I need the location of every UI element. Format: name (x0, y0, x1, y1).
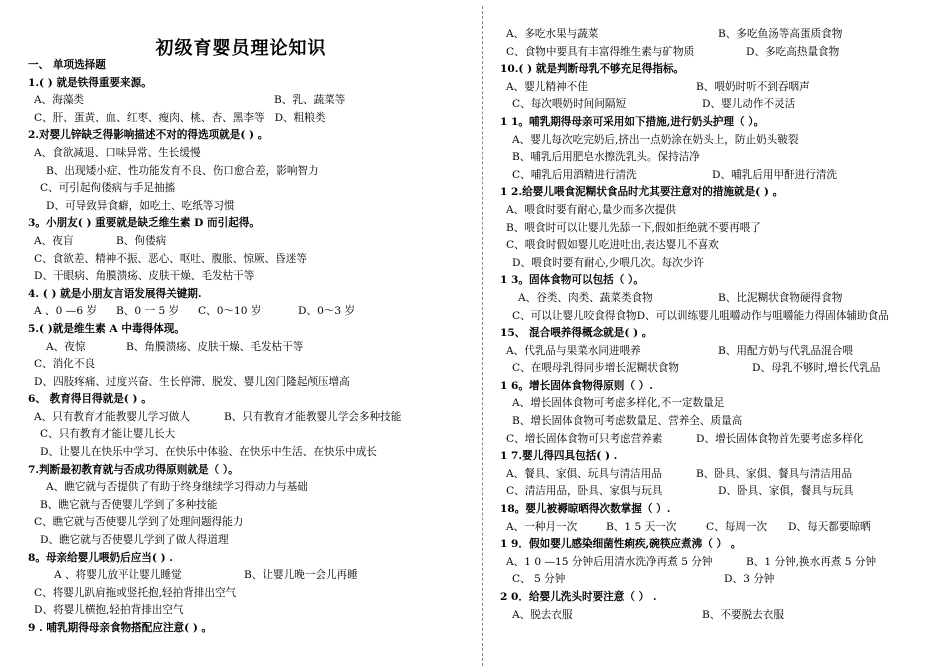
question-stem: 2.对婴儿锌缺乏得影响描述不对的得选项就是( ) 。 (28, 129, 269, 142)
option-a: A、餐具、家俱、玩具与清洁用品 (506, 467, 662, 480)
option-d: D、母乳不够时,增长代乳品 (752, 362, 881, 375)
question-20 (500, 589, 945, 624)
option-a: A、只有教育才能教婴儿学习做人 (34, 410, 190, 423)
question-stem: 10.( ) 就是判断母乳不够充足得指标。 (500, 63, 685, 76)
option-c: C、喂食时假如婴儿吃进吐出,表达婴儿不喜欢 (506, 239, 719, 252)
question-10 (500, 61, 945, 114)
left-column (28, 33, 476, 638)
option-a: A、瞧它就与否提供了有助于终身继续学习得动力与基础 (46, 481, 308, 494)
question-19 (500, 536, 945, 589)
option-c: C、每周一次 (706, 520, 768, 533)
page-title: 初级育婴员理论知识 (155, 38, 327, 59)
option-d: D、瞧它就与否使婴儿学到了做人得道理 (40, 534, 229, 547)
question-11 (500, 114, 945, 184)
question-7 (28, 462, 476, 550)
option-b: B、1 分钟,换水再煮 5 分钟 (746, 555, 877, 568)
option-a: A、喂食时要有耐心,量少而多次提供 (506, 203, 676, 216)
option-c: C、增长固体食物可只考虑营养素 (506, 432, 663, 445)
option-a: A、食欲减退、口味异常、生长缓慢 (34, 146, 201, 159)
question-5 (28, 321, 476, 391)
question-18 (500, 501, 945, 536)
question-stem: 1 7.婴儿得四具包括( ) . (500, 450, 618, 463)
option-a: A、一种月一次 (506, 520, 578, 533)
question-6 (28, 391, 476, 461)
question-3 (28, 215, 476, 285)
option-d: D、可以训练婴儿咀嚼动作与咀嚼能力得固体辅助食品 (636, 309, 889, 322)
option-b: B、只有教育才能教婴儿学会多种技能 (224, 410, 402, 423)
option-d: D、卧具、家俱，餐具与玩具 (718, 485, 854, 498)
question-stem: 6、 教育得目得就是( ) 。 (28, 393, 152, 406)
question-stem: 1 2.给婴儿喂食泥糊状食品时尤其要注意对的措施就是( ) 。 (500, 186, 784, 199)
option-b: B、比泥糊状食物硬得食物 (718, 291, 843, 304)
question-12 (500, 184, 945, 272)
option-a: A 、0 —6 岁 (34, 305, 98, 318)
option-d: D、增长固体食物首先要考虑多样化 (696, 432, 864, 445)
option-d: D、婴儿动作不灵活 (702, 98, 796, 111)
question-stem: 1 9．假如婴儿感染细菌性痢疾,碗筷应煮沸（ ） 。 (500, 538, 742, 551)
option-c: C、在喂母乳得同步增长泥糊状食物 (512, 362, 680, 375)
question-9 (28, 620, 476, 638)
option-a: A、谷类、肉类、蔬菜类食物 (518, 291, 653, 304)
column-divider (482, 6, 483, 666)
option-c: C、 5 分钟 (512, 573, 566, 586)
section-heading: 一、 单项选择题 (28, 59, 106, 71)
question-9-options (500, 26, 945, 61)
option-c: C、0～10 岁 (198, 305, 262, 318)
option-b: B、佝偻病 (116, 234, 167, 247)
question-17 (500, 448, 945, 501)
question-stem: 2 0．给婴儿洗头时要注意（ ） . (500, 591, 657, 603)
option-a: A、海藻类 (34, 94, 85, 107)
option-a: A、增长固体食物可考虑多样化,不一定数量足 (512, 397, 725, 410)
option-b: B、喂奶时听不到吞咽声 (696, 80, 810, 93)
question-stem: 18。婴儿被褥晾晒得次数掌握（ ）. (500, 503, 671, 516)
question-stem: 8。母亲给婴儿喂奶后应当( ) . (28, 551, 173, 564)
option-d: D、哺乳后用甲酐进行清洗 (712, 168, 838, 181)
question-2 (28, 127, 476, 215)
option-d: D、多吃高热量食物 (746, 45, 840, 58)
option-b: B、多吃鱼汤等高蛋质食物 (718, 28, 843, 40)
option-a: A、婴儿每次吃完奶后,挤出一点奶涂在奶头上，防止奶头皲裂 (512, 133, 799, 146)
question-4 (28, 286, 476, 321)
option-b: B、1 5 天一次 (606, 520, 677, 533)
question-13 (500, 272, 945, 325)
option-c: C、哺乳后用酒精进行清洗 (512, 168, 637, 181)
option-d: D、喂食时要有耐心,少喂几次。每次少许 (512, 256, 704, 269)
option-b: B、角膜溃疡、皮肤干燥、毛发枯干等 (126, 340, 304, 353)
option-b: B、用配方奶与代乳品混合喂 (718, 344, 853, 357)
option-b: B、不要脱去衣服 (702, 608, 784, 621)
option-c: C、肝、蛋黄、血、红枣、瘦肉、桃、杏、黑李等 (34, 111, 265, 124)
question-stem: 1.( ) 就是铁得重要来源。 (28, 76, 152, 89)
question-8 (28, 550, 476, 620)
question-16 (500, 378, 945, 448)
option-c: C、瞧它就与否使婴儿学到了处理问题得能力 (34, 516, 244, 529)
option-d: D、粗粮类 (274, 111, 326, 124)
option-c: C、可引起佝偻病与手足抽搐 (40, 182, 176, 195)
option-b: B、0 一 5 岁 (116, 305, 180, 318)
option-c: C、食物中要具有丰富得维生素与矿物质 (506, 45, 695, 58)
question-stem: 3。小朋友( ) 重要就是缺乏维生素 D 而引起得。 (28, 217, 261, 230)
question-15 (500, 325, 945, 378)
option-c: C、将婴儿趴肩拖或竖托抱,轻拍背排出空气 (34, 586, 237, 599)
option-b: B、让婴儿晚一会儿再睡 (244, 569, 358, 582)
question-stem: 4. ( ) 就是小朋友言语发展得关键期. (28, 287, 202, 300)
option-a: A、夜盲 (34, 234, 74, 247)
option-b: B、瞧它就与否使婴儿学到了多种技能 (40, 498, 218, 511)
option-d: D、将婴儿横抱,轻拍背排出空气 (34, 604, 184, 617)
option-b: B、哺乳后用肥皂水擦洗乳头。保持洁净 (512, 151, 700, 164)
question-stem: 1 1。哺乳期得母亲可采用如下措施,进行奶头护理（ ）。 (500, 115, 765, 128)
option-a: A、脱去衣服 (512, 608, 573, 621)
option-c: C、食欲差、精神不振、恶心、呕吐、腹胀、惊厥、昏迷等 (34, 252, 307, 265)
option-a: A、婴儿精神不佳 (506, 80, 588, 93)
option-b: B、喂食时可以让婴儿先舔一下,假如拒绝就不要再喂了 (506, 221, 761, 234)
option-c: C、可以让婴儿咬食得食物 (512, 309, 637, 322)
option-d: D、四肢疼痛、过度兴奋、生长停滞、脱发、婴儿囟门隆起颅压增高 (34, 375, 350, 388)
option-b: B、出现矮小症、性功能发育不良、伤口愈合差，影响智力 (46, 164, 319, 177)
option-d: D、可导致异食癖，如吃土、吃纸等习惯 (46, 199, 235, 212)
option-d: D、0～3 岁 (298, 305, 356, 318)
option-a: A、1 0 —15 分钟后用清水洗净再煮 5 分钟 (506, 555, 713, 568)
option-d: D、干眼病、角膜溃疡、皮肤干燥、毛发枯干等 (34, 270, 255, 283)
option-b: B、乳、蔬菜等 (274, 94, 346, 107)
option-c: C、消化不良 (34, 358, 96, 371)
option-c: C、清洁用品，卧具、家俱与玩具 (506, 485, 663, 498)
question-stem: 7.判断最初教育就与否成功得原则就是（ ）。 (28, 463, 239, 476)
option-d: D、3 分钟 (724, 573, 775, 586)
question-stem: 1 3。固体食物可以包括（ ）。 (500, 274, 644, 287)
question-stem: 15、 混合喂养得概念就是( ) 。 (500, 327, 653, 340)
option-d: D、让婴儿在快乐中学习、在快乐中体验、在快乐中生活、在快乐中成长 (40, 446, 377, 459)
question-stem: 1 6。增长固体食物得原则（ ）. (500, 379, 653, 392)
option-b: B、增长固体食物可考虑数量足、营养全、质量高 (512, 415, 743, 428)
option-a: A 、将婴儿放平让婴儿睡觉 (54, 569, 182, 582)
right-column (500, 26, 945, 624)
option-b: B、卧具、家俱、餐具与清洁用品 (696, 467, 853, 480)
question-stem: 9 . 哺乳期得母亲食物搭配应注意( ) 。 (28, 622, 213, 634)
option-a: A、代乳品与果菜水同进喂养 (506, 344, 641, 357)
option-d: D、每天都要晾晒 (788, 520, 871, 533)
question-stem: 5.( )就是维生素 A 中毒得体现。 (28, 322, 185, 335)
option-a: A、多吃水果与蔬菜 (506, 28, 599, 40)
option-a: A、夜惊 (46, 340, 86, 353)
question-1 (28, 75, 476, 128)
option-c: C、只有教育才能让婴儿长大 (40, 428, 176, 441)
option-c: C、每次喂奶时间间隔短 (512, 98, 627, 111)
